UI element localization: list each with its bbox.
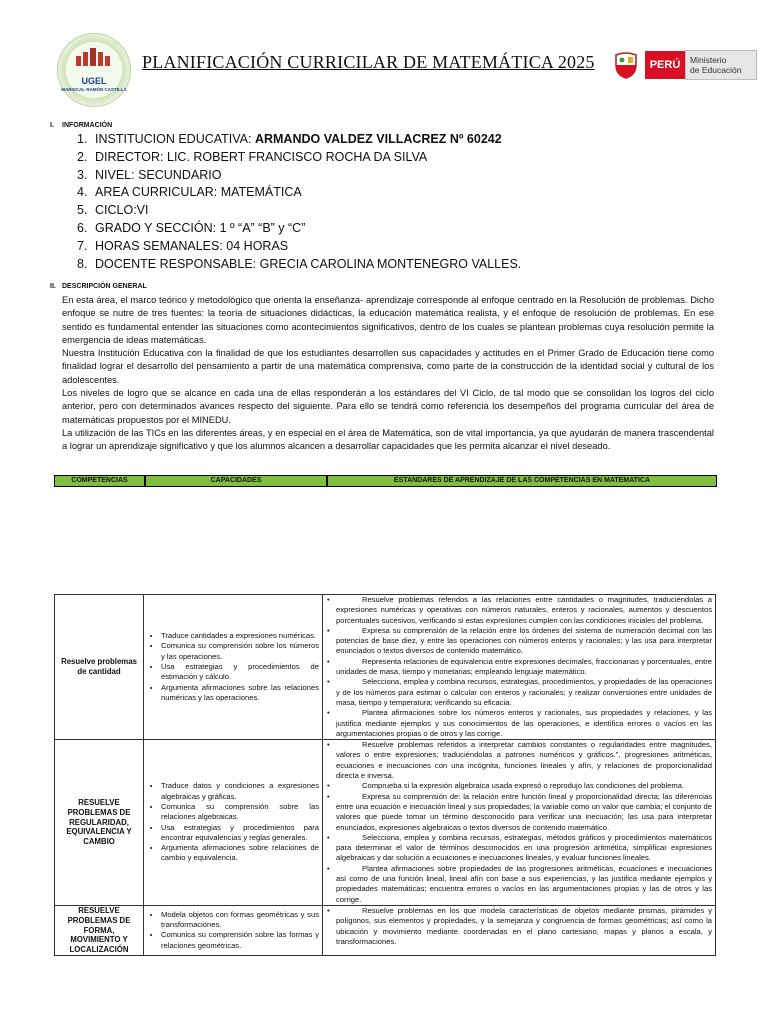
capacidades-list — [147, 781, 319, 863]
estandares-cell — [323, 905, 716, 955]
info-item-number: 6. — [77, 220, 88, 235]
competencia-cell: RESUELVE PROBLEMAS DE REGULARIDAD, EQUIVALENCIA Y CAMBIO — [55, 740, 144, 906]
estandar-item — [336, 833, 712, 864]
ugel-logo-subtext: MARISCAL RAMÓN CASTILLA — [61, 87, 127, 92]
estandar-item — [336, 708, 712, 739]
info-item-number: 2. — [77, 149, 88, 164]
estandar-text: Resuelve problemas en los que modela características de objetos mediante prismas, pirámides y polígonos, sus elementos y propiedades, y la semejanza y congruencia de formas geométricas; así como la ubicación y movimiento mediante coordenadas en el plano cartesiano, mapas y planos a escala, y transformaciones. — [336, 905, 712, 946]
estandar-text: Selecciona, emplea y combina recursos, estrategias, procedimientos, y propiedades de las operaciones y de los números para estimar o calcular con enteros y racionales; y realizar conversiones entre unidades de masa, tiempo y temperatura; verificando su eficacia. — [336, 677, 712, 707]
estandar-item — [336, 595, 712, 626]
info-item — [77, 184, 521, 202]
info-item — [77, 131, 521, 149]
capacidades-cell — [144, 595, 323, 740]
info-list — [77, 131, 521, 273]
ugel-building-icon — [74, 46, 114, 66]
estandar-text: Resuelve problemas referidos a las relaciones entre cantidades o magnitudes, traduciéndolas a expresiones numéricas y operativas con números naturales, enteros y racionales, aumentos y descuentos porcentuales sucesivos, verificando si estas expresiones cumplen con las condiciones iniciales del problema. — [336, 595, 712, 625]
estandares-cell — [323, 740, 716, 906]
capacidad-item: • Comunica su comprensión sobre los números y las operaciones. — [161, 641, 319, 662]
table-row — [55, 595, 716, 740]
estandar-item — [336, 781, 712, 791]
section-2-heading — [50, 283, 147, 290]
capacidad-item: • Comunica su comprensión sobre las relaciones algebraicas. — [161, 802, 319, 823]
description-paragraph: Nuestra Institución Educativa con la finalidad de que los estudiantes desarrollen sus capacidades y actitudes en el Primer Grado de Educación tiene como finalidad lograr el desarrollo del pensamiento a partir de una matemática comprensiva, como parte de la construcción de la identidad social y cultural de los adolescentes. — [62, 348, 714, 385]
minedu-logo — [613, 50, 757, 80]
capacidad-item: • Comunica su comprensión sobre las formas y relaciones geométricas. — [161, 930, 319, 951]
estandar-item — [336, 657, 712, 678]
info-item-label: INSTITUCION EDUCATIVA: — [95, 132, 255, 146]
info-item-label: AREA CURRICULAR: MATEMÁTICA — [95, 185, 302, 200]
estandar-item — [336, 792, 712, 833]
capacidades-list — [147, 631, 319, 703]
capacidades-cell — [144, 905, 323, 955]
description-paragraph: En esta área, el marco teórico y metodológico que orienta la enseñanza- aprendizaje corresponde al enfoque centrado en la Resolución de problemas. Dicho enfoque se nutre de tres fuentes: la teoría de situaciones didácticas, la educación matemática realista, y el enfoque de resolución de problemas. En ese sentido es fundamental entender las situaciones como acontecimientos significativos, dentro de los cuales se plantean problemas cuya resolución permite la emergencia de ideas matemáticas. — [62, 295, 714, 345]
estandares-cell — [323, 595, 716, 740]
info-item-label: DOCENTE RESPONSABLE: GRECIA CAROLINA MONTENEGRO VALLES. — [95, 256, 522, 271]
estandares-list — [326, 595, 712, 739]
capacidad-item: • Traduce cantidades a expresiones numéricas. — [161, 631, 319, 641]
ugel-logo-text: UGEL — [81, 76, 107, 86]
general-description — [62, 294, 714, 454]
estandar-text: Expresa su comprensión de la relación entre los órdenes del sistema de numeración decimal con las potencias de base diez, y entre las operaciones con números enteros y racionales; y las usa para interpretar enunciados o textos diversos de contenido matemático. — [336, 625, 712, 656]
page-title: PLANIFICACIÓN CURRICILAR DE MATEMÁTICA 2025 — [142, 52, 595, 72]
ministry-line-2: de Educación — [690, 65, 742, 75]
ministry-line-1: Ministerio — [690, 55, 727, 65]
peru-label: PERÚ — [645, 51, 685, 79]
info-item — [77, 256, 521, 274]
capacidades-cell — [144, 740, 323, 906]
estandar-item — [336, 740, 712, 781]
header-capacidades: CAPACIDADES — [146, 476, 328, 486]
ministry-label — [685, 50, 757, 80]
table-row — [55, 905, 716, 955]
section-1-title: INFORMACIÓN — [62, 122, 113, 129]
estandar-text: Comprueba si la expresión algebraica usada expresó o reprodujo las condiciones del problema. — [362, 781, 685, 791]
capacidad-item: • Modela objetos con formas geométricas y sus transformaciones. — [161, 910, 319, 931]
estandar-item — [336, 677, 712, 708]
page-header — [0, 0, 768, 110]
capacidad-item: • Argumenta afirmaciones sobre relaciones de cambio y equivalencia. — [161, 843, 319, 864]
info-item-number: 1. — [77, 132, 88, 146]
competencia-cell: Resuelve problemas de cantidad — [55, 595, 144, 740]
info-item-number: 5. — [77, 203, 88, 218]
capacidad-item: • Usa estrategias y procedimientos de estimación y cálculo. — [161, 662, 319, 683]
info-item-number: 3. — [77, 167, 88, 182]
info-item-label: DIRECTOR: LIC. ROBERT FRANCISCO ROCHA DA SILVA — [95, 149, 428, 164]
section-1-number: I. — [50, 122, 54, 129]
estandar-text: Resuelve problemas referidos a interpretar cambios constantes o regularidades entre magnitudes, valores o entre expresiones; traduciéndolas a patrones numéricos y gráficos.”, progresiones aritméticas, ecuaciones e inecuaciones con una incógnita, funciones lineales y afín, y relaciones de proporcionalidad directa e inversa. — [336, 740, 712, 781]
info-item-number: 7. — [77, 238, 88, 253]
estandar-text: Selecciona, emplea y combina recursos, estrategias, métodos gráficos y procedimientos matemáticos para determinar el valor de términos desconocidos en una progresión aritmética, simplificar expresiones algebraicas y dar solución a ecuaciones e inecuaciones lineales, y evaluar funciones lineales. — [336, 832, 712, 863]
estandar-item — [336, 906, 712, 947]
estandar-item — [336, 864, 712, 905]
header-competencias: COMPETENCIAS — [55, 476, 146, 486]
estandar-text: Plantea afirmaciones sobre los números enteros y racionales, sus propiedades y relaciones, y las justifica mediante ejemplos y sus conocimientos de las operaciones, e identifica errores o vacíos en las argumentaciones propias o de otros y las corrige. — [336, 708, 712, 738]
competencia-cell: RESUELVE PROBLEMAS DE FORMA, MOVIMIENTO Y LOCALIZACIÓN — [55, 905, 144, 955]
estandares-list — [326, 740, 712, 905]
section-2-title: DESCRIPCIÓN GENERAL — [62, 283, 147, 290]
section-1-heading — [50, 122, 112, 129]
description-paragraph: La utilización de las TICs en las diferentes áreas, y en especial en el área de Matemática, son de vital importancia, ya que ayudarán de manera trascendental a lograr un aprendizaje significativo y que los alumnos alcancen a desarrollar capacidades que les permita alcanzar el nivel deseado. — [62, 427, 714, 452]
peru-coat-of-arms-icon — [613, 51, 639, 79]
ugel-logo — [57, 33, 131, 107]
estandares-list — [326, 906, 712, 947]
capacidad-item: • Usa estrategias y procedimientos para encontrar equivalencias y reglas generales. — [161, 823, 319, 844]
info-item — [77, 202, 521, 220]
section-2-number: II. — [50, 283, 56, 290]
estandar-text: Plantea afirmaciones sobre propiedades de las progresiones aritméticas, ecuaciones e inecuaciones así como de una función lineal, lineal afín con base a sus experiencias, y las justifica mediante ejemplos y propiedades matemáticas; encuentra errores o vacíos en las argumentaciones propias y las de otros y las corrige. — [336, 863, 712, 904]
estandar-text: Expresa su comprensión de: la relación entre función lineal y proporcionalidad directa; las diferencias entre una ecuación e inecuación lineal y sus propiedades; la variable como un valor que cambia; el conjunto de valores que puede tomar un término desconocido para verificar una inecuación; las usa para interpretar enunciados, expresiones algebraicas o textos diversos de contenido matemático. — [336, 791, 712, 832]
info-item-number: 8. — [77, 256, 88, 271]
info-item — [77, 149, 521, 167]
info-item-number: 4. — [77, 185, 88, 200]
capacidad-item: • Argumenta afirmaciones sobre las relaciones numéricas y las operaciones. — [161, 683, 319, 704]
table-row — [55, 740, 716, 906]
description-paragraph: Los niveles de logro que se alcance en cada una de ellas responderán a los estándares del VI Ciclo, de tal modo que se consolidan los logros del ciclo anterior, pero con determinados avances respecto del siguiente. Para ello se tendrá como referencia los desempeños del programa curricular del área de matemáticas propuestos por el MINEDU. — [62, 388, 714, 425]
info-item-label: GRADO Y SECCIÓN: 1 º “A” “B” y “C” — [95, 220, 306, 235]
estandar-text: Representa relaciones de equivalencia entre expresiones decimales, fraccionarias y porcentuales, entre unidades de masa, tiempo y monetarias; empleando lenguaje matemático. — [336, 656, 712, 677]
competencias-header-row — [54, 475, 717, 487]
estandar-item — [336, 626, 712, 657]
header-estandares: ESTANDARES DE APRENDIZAJE DE LAS COMPETENCIAS EN MATEMATICA — [393, 477, 651, 484]
competencias-table — [54, 594, 716, 956]
capacidad-item: • Traduce datos y condiciones a expresiones algebraicas y gráficas. — [161, 781, 319, 802]
capacidades-list — [147, 910, 319, 951]
info-item-label: CICLO:VI — [95, 203, 149, 218]
info-item — [77, 238, 521, 256]
info-item-label: NIVEL: SECUNDARIO — [95, 167, 222, 182]
info-item — [77, 220, 521, 238]
info-item-value: ARMANDO VALDEZ VILLACREZ Nº 60242 — [254, 132, 502, 146]
info-item-label: HORAS SEMANALES: 04 HORAS — [95, 238, 289, 253]
info-item — [77, 167, 521, 185]
